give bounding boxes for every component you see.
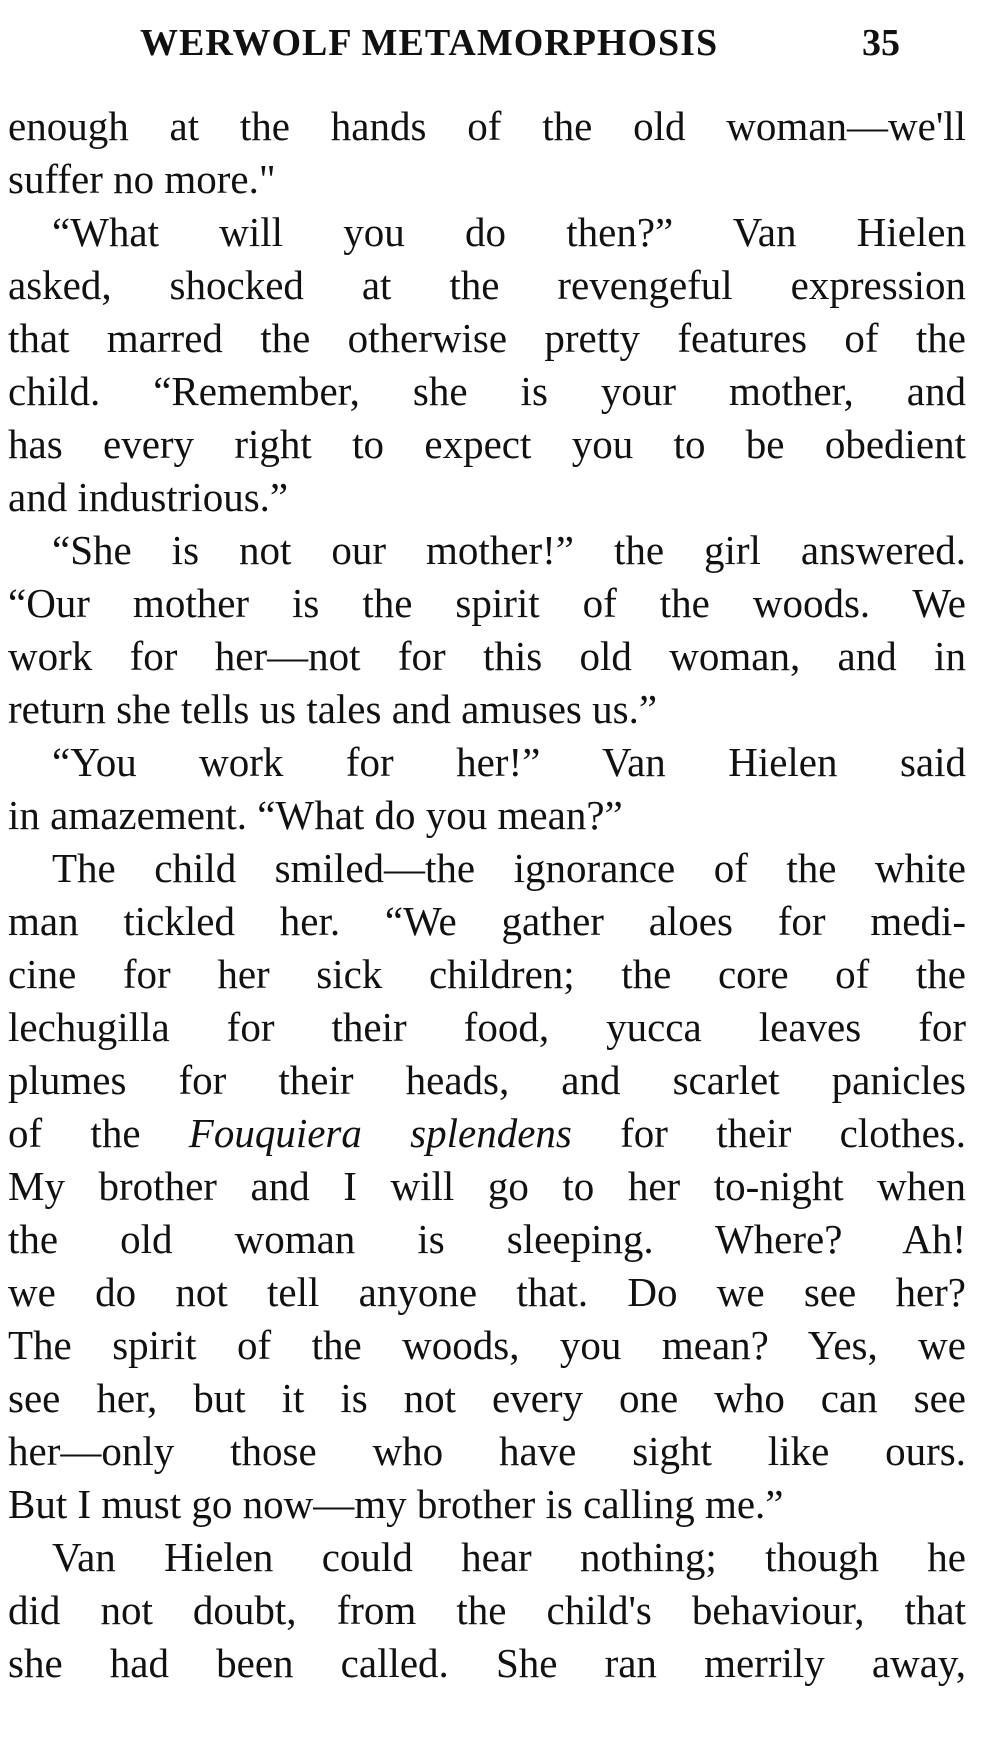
text-line: “You work for her!” Van Hielen said bbox=[52, 739, 966, 785]
text-line: the old woman is sleeping. Where? Ah! bbox=[8, 1216, 966, 1262]
text-line: Van Hielen could hear nothing; though he bbox=[52, 1534, 966, 1580]
text-line: lechugilla for their food, yucca leaves for bbox=[8, 1004, 966, 1050]
page-number: 35 bbox=[862, 22, 900, 64]
text-segment: of the bbox=[8, 1110, 189, 1156]
text-line: plumes for their heads, and scarlet panicles bbox=[8, 1057, 966, 1103]
text-line: enough at the hands of the old woman—we'll bbox=[8, 103, 966, 149]
text-line: and industrious.” bbox=[8, 474, 289, 520]
body-text bbox=[8, 100, 966, 1690]
text-line: My brother and I will go to her to-night when bbox=[8, 1163, 966, 1209]
text-line: The spirit of the woods, you mean? Yes, we bbox=[8, 1322, 966, 1368]
text-line: that marred the otherwise pretty features of the bbox=[8, 315, 966, 361]
text-line: asked, shocked at the revengeful expression bbox=[8, 262, 966, 308]
text-line: see her, but it is not every one who can see bbox=[8, 1375, 966, 1421]
text-line: her—only those who have sight like ours. bbox=[8, 1428, 966, 1474]
text-line: child. “Remember, she is your mother, and bbox=[8, 368, 966, 414]
text-line: suffer no more." bbox=[8, 156, 276, 202]
text-line: in amazement. “What do you mean?” bbox=[8, 792, 623, 838]
text-line: return she tells us tales and amuses us.” bbox=[8, 686, 658, 732]
text-line: “She is not our mother!” the girl answered. bbox=[52, 527, 966, 573]
text-line: we do not tell anyone that. Do we see her? bbox=[8, 1269, 966, 1315]
italic-species-name: Fouquiera splendens bbox=[188, 1110, 572, 1156]
text-line: did not doubt, from the child's behaviour, that bbox=[8, 1587, 966, 1633]
text-line: has every right to expect you to be obedient bbox=[8, 421, 966, 467]
text-line: “What will you do then?” Van Hielen bbox=[52, 209, 966, 255]
page-header bbox=[140, 18, 960, 68]
text-line: she had been called. She ran merrily away, bbox=[8, 1640, 966, 1686]
text-line: cine for her sick children; the core of the bbox=[8, 951, 966, 997]
text-line: But I must go now—my brother is calling me.” bbox=[8, 1481, 784, 1527]
running-title: WERWOLF METAMORPHOSIS bbox=[140, 22, 719, 64]
text-line: The child smiled—the ignorance of the white bbox=[52, 845, 966, 891]
text-line: work for her—not for this old woman, and in bbox=[8, 633, 966, 679]
text-line bbox=[8, 1107, 966, 1160]
text-line: “Our mother is the spirit of the woods. We bbox=[8, 580, 966, 626]
text-segment: for their clothes. bbox=[571, 1110, 966, 1156]
text-line: man tickled her. “We gather aloes for medi- bbox=[8, 898, 966, 944]
